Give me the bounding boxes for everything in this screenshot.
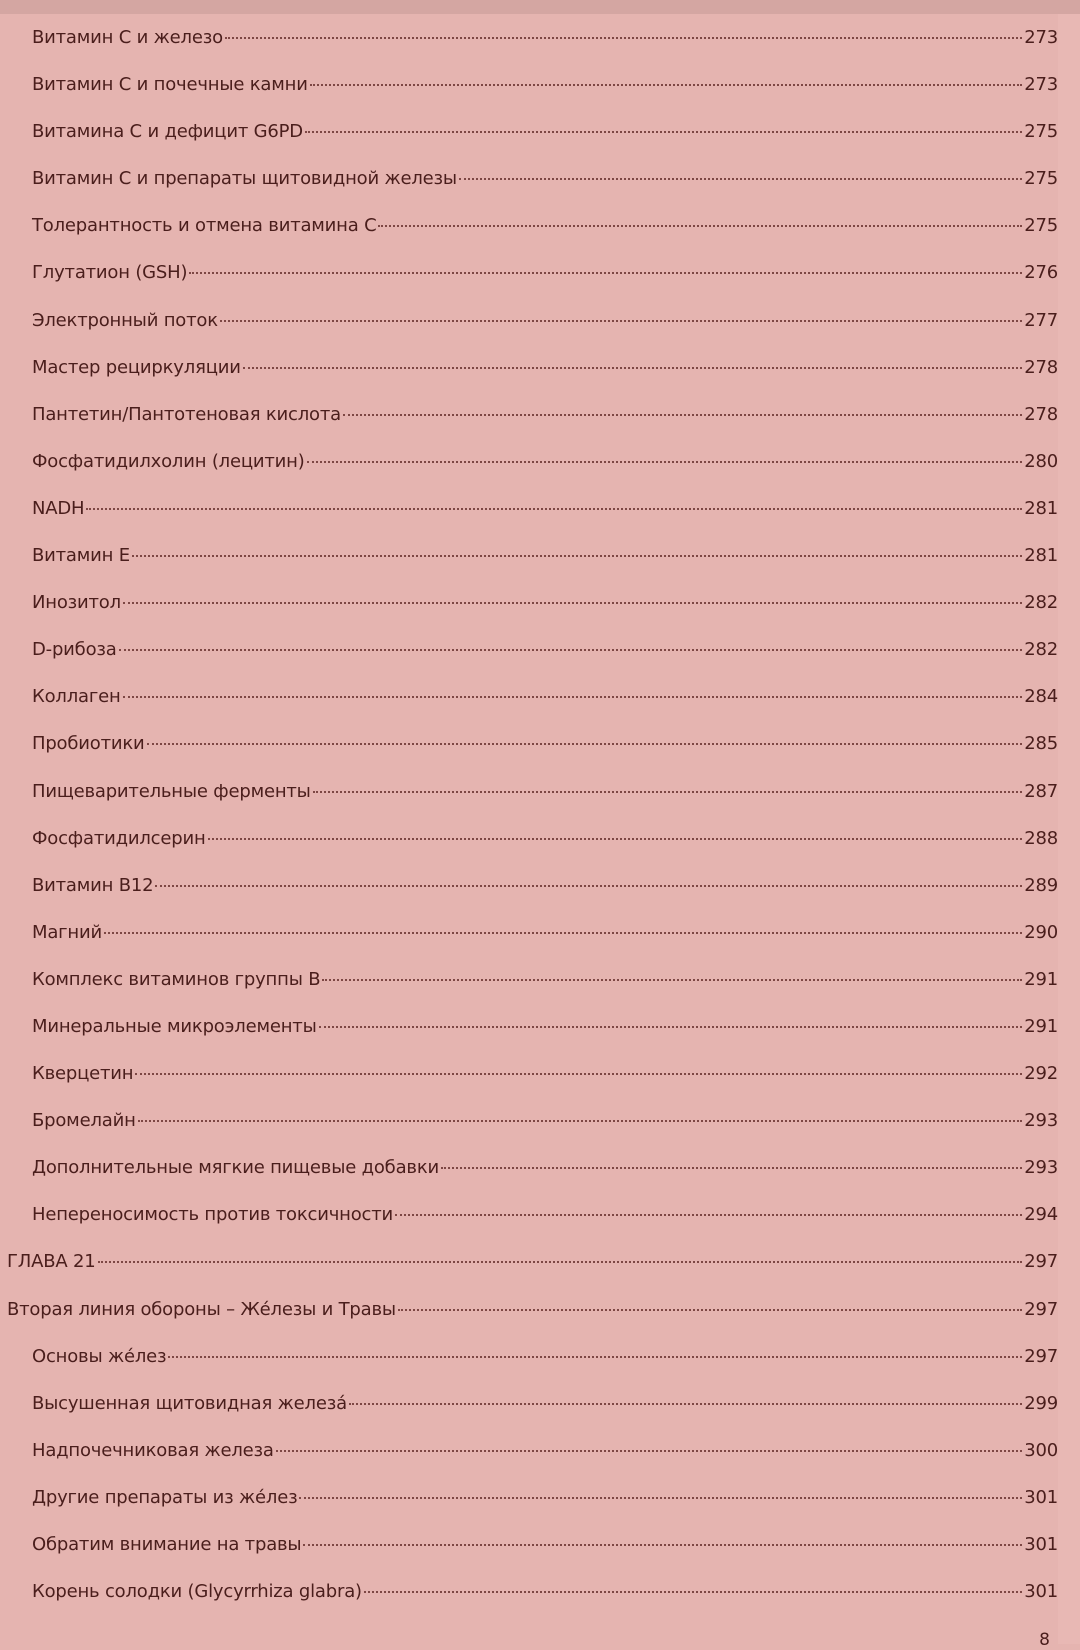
dot-leader <box>276 1450 1022 1452</box>
toc-entry-title: Другие препараты из жéлез <box>32 1486 298 1508</box>
dot-leader <box>303 1544 1022 1546</box>
toc-entry-page: 290 <box>1024 921 1058 943</box>
dot-leader <box>398 1309 1022 1311</box>
toc-entry[interactable] <box>0 582 1058 629</box>
toc-entry[interactable] <box>0 111 1058 158</box>
toc-entry-page: 280 <box>1024 450 1058 472</box>
toc-entry-page: 284 <box>1024 686 1058 708</box>
dot-leader <box>364 1591 1022 1593</box>
toc-entry[interactable] <box>0 629 1058 676</box>
toc-chapter-entry[interactable] <box>0 1241 1058 1288</box>
toc-entry[interactable] <box>0 1477 1058 1524</box>
dot-leader <box>343 414 1022 416</box>
toc-entry-title: Дополнительные мягкие пищевые добавки <box>32 1157 439 1179</box>
toc-entry-title: Витамин Е <box>32 545 130 567</box>
dot-leader <box>305 131 1022 133</box>
toc-entry-page: 278 <box>1024 356 1058 378</box>
toc-entry[interactable] <box>0 1524 1058 1571</box>
toc-entry-page: 276 <box>1024 262 1058 284</box>
dot-leader <box>225 37 1022 39</box>
toc-entry[interactable] <box>0 441 1058 488</box>
toc-entry-title: Фосфатидилсерин <box>32 827 206 849</box>
toc-entry-page: 273 <box>1024 74 1058 96</box>
toc-entry[interactable] <box>0 252 1058 299</box>
dot-leader <box>208 838 1023 840</box>
toc-entry-page: 293 <box>1024 1157 1058 1179</box>
dot-leader <box>132 555 1022 557</box>
toc-entry-title: Основы жéлез <box>32 1345 167 1367</box>
toc-entry-title: Инозитол <box>32 592 121 614</box>
toc-entry-page: 275 <box>1024 215 1058 237</box>
toc-entry-title: Витамина С и дефицит G6PD <box>32 121 303 143</box>
toc-entry-title: Пробиотики <box>32 733 145 755</box>
dot-leader <box>299 1497 1022 1499</box>
dot-leader <box>349 1403 1022 1405</box>
toc-entry-page: 282 <box>1024 639 1058 661</box>
dot-leader <box>313 791 1023 793</box>
dot-leader <box>307 461 1023 463</box>
toc-entry-page: 293 <box>1024 1110 1058 1132</box>
toc-entry-title: Пищеварительные ферменты <box>32 780 311 802</box>
toc-entry-page: 288 <box>1024 827 1058 849</box>
toc-entry[interactable] <box>0 1100 1058 1147</box>
dot-leader <box>135 1073 1022 1075</box>
toc-entry-page: 275 <box>1024 121 1058 143</box>
dot-leader <box>459 178 1022 180</box>
dot-leader <box>119 649 1023 651</box>
toc-entry[interactable] <box>0 535 1058 582</box>
toc-entry-page: 297 <box>1024 1251 1058 1273</box>
toc-entry-page: 281 <box>1024 497 1058 519</box>
dot-leader <box>123 602 1022 604</box>
toc-entry-title: Витамин С и железо <box>32 27 223 48</box>
toc-entry-title: Коллаген <box>32 686 121 708</box>
toc-entry-title: Витамин С и препараты щитовидной железы <box>32 168 457 190</box>
dot-leader <box>322 979 1022 981</box>
toc-entry-title: ГЛАВА 21 <box>7 1251 96 1273</box>
toc-entry-title: Высушенная щитовидная железá <box>32 1392 347 1414</box>
toc-entry-title: Витамин В12 <box>32 874 154 896</box>
toc-entry-title: NADH <box>32 497 85 519</box>
dot-leader <box>168 1356 1022 1358</box>
toc-entry[interactable] <box>0 1383 1058 1430</box>
toc-entry-page: 282 <box>1024 592 1058 614</box>
dot-leader <box>310 84 1023 86</box>
dot-leader <box>189 272 1022 274</box>
toc-entry[interactable] <box>0 1430 1058 1477</box>
toc-entry-page: 277 <box>1024 309 1058 331</box>
toc-entry-page: 275 <box>1024 168 1058 190</box>
toc-entry-title: Витамин С и почечные камни <box>32 74 308 96</box>
toc-entry-title: Толерантность и отмена витамина С <box>32 215 377 237</box>
toc-entry-title: Комплекс витаминов группы В <box>32 968 321 990</box>
toc-entry[interactable] <box>0 347 1058 394</box>
dot-leader <box>138 1120 1023 1122</box>
toc-entry-title: Корень солодки (Glycyrrhiza glabra) <box>32 1581 362 1603</box>
toc-entry[interactable] <box>0 1336 1058 1383</box>
toc-entry-title: Обратим внимание на травы <box>32 1534 302 1555</box>
toc-entry[interactable] <box>0 17 1058 64</box>
top-band <box>0 0 1080 14</box>
dot-leader <box>220 320 1022 322</box>
toc-entry[interactable] <box>0 959 1058 1006</box>
toc-entry[interactable] <box>0 205 1058 252</box>
toc-entry[interactable] <box>0 158 1058 205</box>
table-of-contents <box>0 17 1058 1618</box>
toc-entry-page: 300 <box>1024 1439 1058 1461</box>
dot-leader <box>104 932 1022 934</box>
dot-leader <box>98 1261 1023 1263</box>
toc-entry[interactable] <box>0 1571 1058 1618</box>
toc-entry[interactable] <box>0 300 1058 347</box>
toc-entry-title: Электронный поток <box>32 309 218 331</box>
toc-entry-title: Глутатион (GSH) <box>32 262 188 284</box>
toc-entry[interactable] <box>0 771 1058 818</box>
toc-entry[interactable] <box>0 488 1058 535</box>
dot-leader <box>147 743 1023 745</box>
toc-entry-page: 297 <box>1024 1345 1058 1367</box>
toc-entry-title: Пантетин/Пантотеновая кислота <box>32 403 341 425</box>
toc-entry-page: 299 <box>1024 1392 1058 1414</box>
toc-entry[interactable] <box>0 818 1058 865</box>
toc-chapter-entry[interactable] <box>0 1289 1058 1336</box>
toc-entry-page: 292 <box>1024 1063 1058 1085</box>
toc-entry-title: Вторая линия обороны – Жéлезы и Травы <box>7 1298 396 1320</box>
toc-entry-page: 287 <box>1024 780 1058 802</box>
toc-entry-page: 289 <box>1024 874 1058 896</box>
toc-entry[interactable] <box>0 723 1058 770</box>
toc-entry[interactable] <box>0 1194 1058 1241</box>
dot-leader <box>155 885 1022 887</box>
toc-entry[interactable] <box>0 394 1058 441</box>
toc-entry-title: Кверцетин <box>32 1063 134 1085</box>
toc-entry-page: 273 <box>1024 27 1058 48</box>
toc-entry-page: 301 <box>1024 1486 1058 1508</box>
toc-entry[interactable] <box>0 1147 1058 1194</box>
toc-entry-title: Минеральные микроэлементы <box>32 1015 317 1037</box>
toc-entry[interactable] <box>0 1006 1058 1053</box>
dot-leader <box>441 1167 1022 1169</box>
toc-entry-title: Бромелайн <box>32 1110 136 1132</box>
dot-leader <box>86 508 1022 510</box>
toc-entry[interactable] <box>0 64 1058 111</box>
toc-entry-page: 301 <box>1024 1581 1058 1603</box>
toc-entry-page: 291 <box>1024 1015 1058 1037</box>
dot-leader <box>395 1214 1022 1216</box>
toc-entry-title: Фосфатидилхолин (лецитин) <box>32 450 305 472</box>
dot-leader <box>319 1026 1023 1028</box>
toc-entry-page: 281 <box>1024 545 1058 567</box>
dot-leader <box>243 367 1022 369</box>
dot-leader <box>123 696 1023 698</box>
toc-entry[interactable] <box>0 865 1058 912</box>
toc-entry-title: Мастер рециркуляции <box>32 356 241 378</box>
toc-entry[interactable] <box>0 1053 1058 1100</box>
toc-entry-page: 294 <box>1024 1204 1058 1226</box>
toc-entry-title: Магний <box>32 921 102 943</box>
toc-entry-page: 285 <box>1024 733 1058 755</box>
toc-entry-title: Непереносимость против токсичности <box>32 1204 394 1226</box>
toc-entry[interactable] <box>0 912 1058 959</box>
toc-entry-title: D-рибоза <box>32 639 117 661</box>
toc-entry-page: 301 <box>1024 1534 1058 1555</box>
dot-leader <box>378 225 1022 227</box>
page-number: 8 <box>1039 1630 1050 1650</box>
toc-entry[interactable] <box>0 676 1058 723</box>
toc-entry-page: 297 <box>1024 1298 1058 1320</box>
toc-entry-page: 291 <box>1024 968 1058 990</box>
toc-entry-title: Надпочечниковая железа <box>32 1439 274 1461</box>
page-edge <box>1058 14 1080 1644</box>
toc-entry-page: 278 <box>1024 403 1058 425</box>
